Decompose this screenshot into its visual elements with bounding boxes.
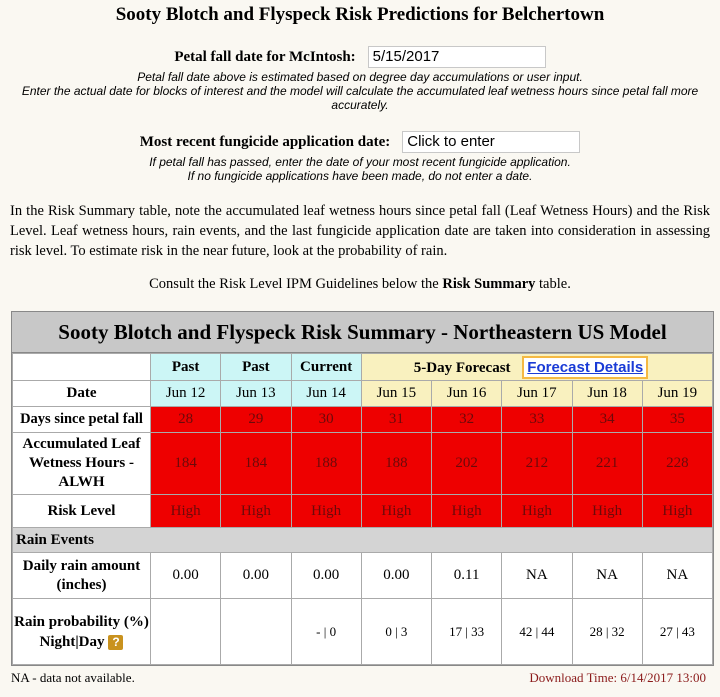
- fungicide-date-input[interactable]: [402, 131, 580, 153]
- rain-amount-cell: 0.00: [151, 553, 221, 599]
- alwh-cell: 228: [642, 433, 712, 495]
- days-cell: 35: [642, 407, 712, 433]
- days-cell: 28: [151, 407, 221, 433]
- alwh-cell: 184: [151, 433, 221, 495]
- risk-cell: High: [151, 495, 221, 528]
- rain-prob-cell: 28 | 32: [572, 599, 642, 665]
- rain-prob-cell: 27 | 43: [642, 599, 712, 665]
- date-cell: Jun 18: [572, 381, 642, 407]
- fungicide-row: [0, 131, 720, 153]
- rain-prob-sublabel: Night|Day: [39, 633, 105, 650]
- days-cell: 29: [221, 407, 291, 433]
- risk-cell: High: [291, 495, 361, 528]
- days-cell: 34: [572, 407, 642, 433]
- date-cell: Jun 12: [151, 381, 221, 407]
- rain-amount-cell: 0.00: [291, 553, 361, 599]
- risk-cell: High: [572, 495, 642, 528]
- risk-label: Risk Level: [13, 495, 151, 528]
- rain-amount-label: Daily rain amount (inches): [13, 553, 151, 599]
- alwh-cell: 184: [221, 433, 291, 495]
- date-cell: Jun 17: [502, 381, 572, 407]
- rain-amount-cell: 0.11: [432, 553, 502, 599]
- risk-cell: High: [502, 495, 572, 528]
- rain-prob-row: [13, 599, 713, 665]
- risk-cell: High: [432, 495, 502, 528]
- consult-bold: Risk Summary: [442, 276, 536, 292]
- rain-prob-cell: - | 0: [291, 599, 361, 665]
- alwh-cell: 188: [291, 433, 361, 495]
- summary-title: Sooty Blotch and Flyspeck Risk Summary - Northeastern US Model: [12, 312, 713, 353]
- download-time: Download Time: 6/14/2017 13:00: [529, 670, 706, 685]
- date-label: Date: [13, 381, 151, 407]
- consult-suffix: table.: [535, 276, 571, 292]
- period-past-1: Past: [151, 354, 221, 381]
- days-cell: 31: [361, 407, 431, 433]
- rain-prob-cell: 42 | 44: [502, 599, 572, 665]
- rain-amount-cell: NA: [572, 553, 642, 599]
- petal-fall-input[interactable]: [368, 46, 546, 68]
- rain-prob-cell: 0 | 3: [361, 599, 431, 665]
- risk-cell: High: [361, 495, 431, 528]
- rain-events-header: Rain Events: [13, 528, 713, 553]
- intro-paragraph: In the Risk Summary table, note the accumulated leaf wetness hours since petal fall (Leaf Wetness Hours) and the Risk Level. Leaf wetness hours, rain events, and the last fungicide application date are taken into consideration in assessing risk level. To estimate risk in the near future, look at the probability of rain.: [10, 203, 710, 259]
- alwh-cell: 212: [502, 433, 572, 495]
- alwh-cell: 202: [432, 433, 502, 495]
- rain-amount-row: [13, 553, 713, 599]
- date-cell: Jun 14: [291, 381, 361, 407]
- days-row: [13, 407, 713, 433]
- risk-cell: High: [221, 495, 291, 528]
- days-label: Days since petal fall: [13, 407, 151, 433]
- petal-fall-note: Petal fall date above is estimated based on degree day accumulations or user input. Enter the actual date for blocks of interest and the model will calculate the accumulated leaf wetness hours since petal fall more accurately.: [21, 70, 699, 112]
- forecast-details-link[interactable]: Forecast Details: [522, 356, 648, 379]
- period-past-2: Past: [221, 354, 291, 381]
- empty-corner: [13, 354, 151, 381]
- rain-amount-cell: NA: [502, 553, 572, 599]
- rain-prob-label-cell: [13, 599, 151, 665]
- fungicide-label: Most recent fungicide application date:: [139, 133, 391, 150]
- rain-amount-cell: 0.00: [361, 553, 431, 599]
- date-cell: Jun 15: [361, 381, 431, 407]
- risk-row: [13, 495, 713, 528]
- date-cell: Jun 16: [432, 381, 502, 407]
- na-note: NA - data not available.: [11, 670, 135, 685]
- rain-amount-cell: 0.00: [221, 553, 291, 599]
- rain-prob-sublabel-wrap: [13, 632, 150, 652]
- risk-summary-table: [11, 311, 714, 666]
- forecast-header-label: 5-Day Forecast: [413, 359, 511, 376]
- rain-prob-cell: [151, 599, 221, 665]
- days-cell: 30: [291, 407, 361, 433]
- rain-prob-label: Rain probability (%): [14, 613, 149, 630]
- days-cell: 33: [502, 407, 572, 433]
- date-cell: Jun 19: [642, 381, 712, 407]
- consult-text: [0, 274, 720, 294]
- period-header-row: [13, 354, 713, 381]
- date-row: [13, 381, 713, 407]
- rain-prob-cell: [221, 599, 291, 665]
- forecast-header: [361, 354, 712, 381]
- alwh-row: [13, 433, 713, 495]
- risk-cell: High: [642, 495, 712, 528]
- alwh-cell: 188: [361, 433, 431, 495]
- date-cell: Jun 13: [221, 381, 291, 407]
- rain-events-row: [13, 528, 713, 553]
- petal-fall-row: [0, 46, 720, 68]
- rain-amount-cell: NA: [642, 553, 712, 599]
- rain-prob-cell: 17 | 33: [432, 599, 502, 665]
- page-title: Sooty Blotch and Flyspeck Risk Predictions for Belchertown: [115, 4, 605, 25]
- alwh-cell: 221: [572, 433, 642, 495]
- alwh-label: Accumulated Leaf Wetness Hours - ALWH: [13, 433, 151, 495]
- period-current: Current: [291, 354, 361, 381]
- days-cell: 32: [432, 407, 502, 433]
- petal-fall-label: Petal fall date for McIntosh:: [174, 48, 356, 65]
- help-icon[interactable]: ?: [108, 635, 123, 650]
- consult-prefix: Consult the Risk Level IPM Guidelines below the: [149, 276, 443, 292]
- fungicide-note: If petal fall has passed, enter the date of your most recent fungicide application. If no fungicide applications have been made, do not enter a date.: [149, 155, 571, 183]
